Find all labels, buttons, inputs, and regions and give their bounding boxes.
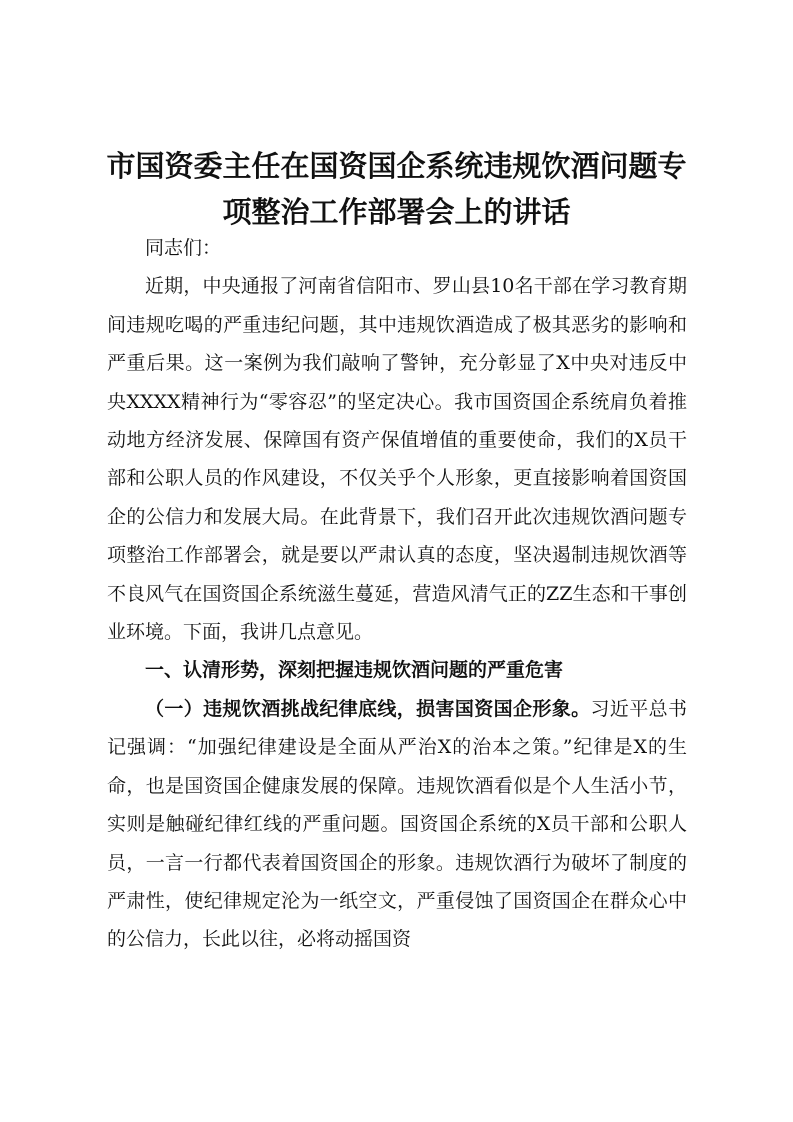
- paragraph-intro: 近期，中央通报了河南省信阳市、罗山县10名干部在学习教育期间违规吃喝的严重违纪问题，其中违规饮酒造成了极其恶劣的影响和严重后果。这一案例为我们敲响了警钟，充分彰显了X中央对违反中央XXXX精神行为“零容忍”的坚定决心。我市国资国企系统肩负着推动地方经济发展、保障国有资产保值增值的重要使命，我们的X员干部和公职人员的作风建设，不仅关乎个人形象，更直接影响着国资国企的公信力和发展大局。在此背景下，我们召开此次违规饮酒问题专项整治工作部署会，就是要以严肃认真的态度，坚决遏制违规饮酒等不良风气在国资国企系统滋生蔓延，营造风清气正的ZZ生态和干事创业环境。下面，我讲几点意见。: [107, 275, 687, 644]
- document-title: 市国资委主任在国资国企系统违规饮酒问题专项整治工作部署会上的讲话: [106, 149, 687, 229]
- document-body: [107, 229, 687, 959]
- paragraph-section-one: [107, 690, 687, 959]
- salutation: 同志们：: [145, 237, 222, 259]
- paragraph-section-one-text: 习近平总书记强调：“加强纪律建设是全面从严治X的治本之策。”纪律是X的生命，也是国资国企健康发展的保障。违规饮酒看似是个人生活小节，实则是触碰纪律红线的严重问题。国资国企系统的X员干部和公职人员，一言一行都代表着国资国企的形象。违规饮酒行为破坏了制度的严肃性，使纪律规定沦为一纸空文，严重侵蚀了国资国企在群众心中的公信力，长此以往，必将动摇国资: [107, 697, 687, 951]
- section-heading: 一、认清形势，深刻把握违规饮酒问题的严重危害: [145, 659, 564, 682]
- subsection-heading: （一）违规饮酒挑战纪律底线，损害国资国企形象。: [145, 697, 591, 720]
